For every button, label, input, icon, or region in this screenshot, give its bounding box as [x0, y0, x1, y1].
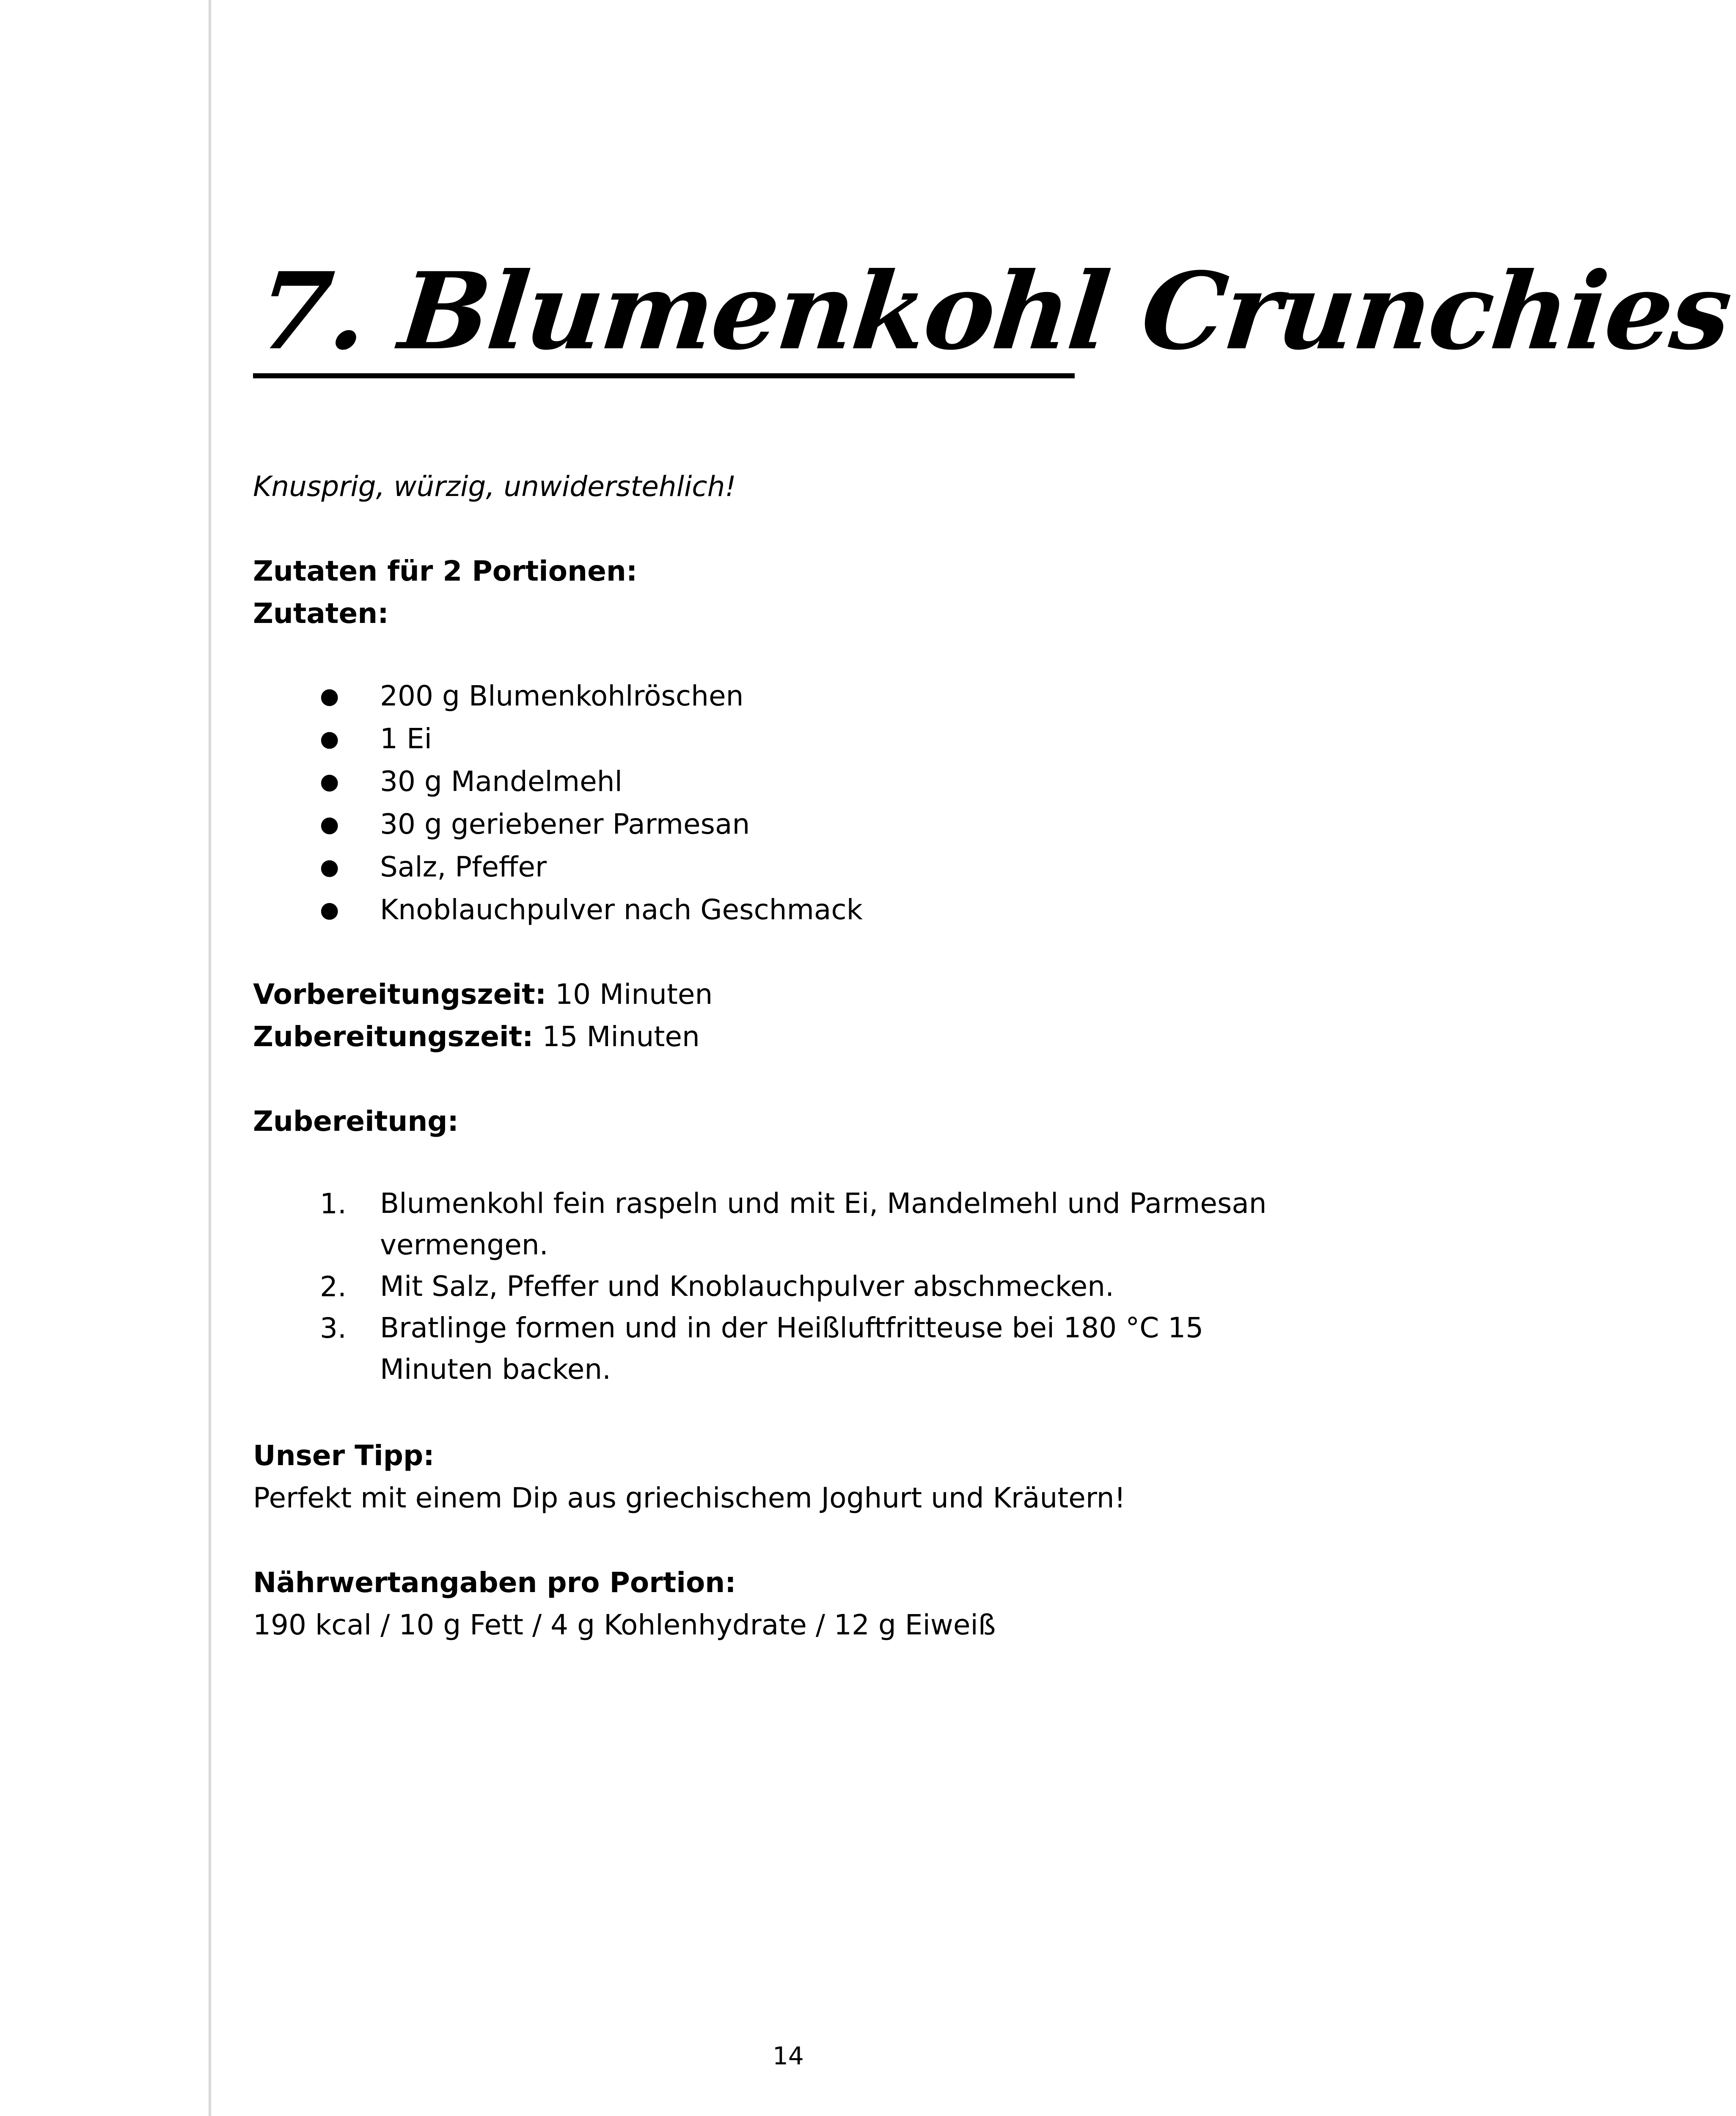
- cook-time-line: [253, 1016, 700, 1058]
- prep-time-line: [253, 973, 713, 1016]
- step-number: 1.: [320, 1187, 347, 1220]
- ingredient-text: 30 g geriebener Parmesan: [380, 808, 750, 840]
- ingredient-text: 200 g Blumenkohlröschen: [380, 680, 744, 712]
- cook-time-value: 15 Minuten: [542, 1020, 700, 1053]
- step-text: Mit Salz, Pfeffer und Knoblauchpulver abschmecken.: [380, 1270, 1114, 1303]
- bullet-icon: ●: [320, 683, 339, 709]
- step-text: Bratlinge formen und in der Heißluftfritteuse bei 180 °C 15 Minuten backen.: [380, 1311, 1204, 1386]
- bullet-icon: ●: [320, 897, 339, 923]
- ingredient-text: Knoblauchpulver nach Geschmack: [380, 893, 863, 926]
- bullet-icon: ●: [320, 812, 339, 837]
- prep-time-value: 10 Minuten: [555, 978, 713, 1011]
- page-number: 14: [773, 2042, 804, 2070]
- cook-time-label: Zubereitungszeit:: [253, 1020, 534, 1053]
- tip-text: Perfekt mit einem Dip aus griechischem Joghurt und Kräutern!: [253, 1482, 1126, 1514]
- nutrition-text: 190 kcal / 10 g Fett / 4 g Kohlenhydrate / 12 g Eiweiß: [253, 1609, 996, 1641]
- bullet-icon: ●: [320, 726, 339, 752]
- ingredient-text: 1 Ei: [380, 722, 432, 755]
- steps-heading: Zubereitung:: [253, 1105, 459, 1138]
- prep-time-label: Vorbereitungszeit:: [253, 978, 547, 1011]
- ingredients-subheading: Zutaten:: [253, 597, 389, 630]
- ingredients-heading: Zutaten für 2 Portionen:: [253, 555, 638, 587]
- tip-heading: Unser Tipp:: [253, 1439, 435, 1472]
- recipe-title: 7. Blumenkohl Crunchies: [252, 249, 1736, 373]
- title-underline: [253, 373, 1075, 378]
- step-text: Blumenkohl fein raspeln und mit Ei, Mandelmehl und Parmesan vermengen.: [380, 1187, 1267, 1261]
- step-number: 2.: [320, 1270, 347, 1303]
- page-edge-line: [209, 0, 211, 2116]
- bullet-icon: ●: [320, 854, 339, 880]
- ingredient-text: 30 g Mandelmehl: [380, 765, 622, 798]
- recipe-subtitle: Knusprig, würzig, unwiderstehlich!: [253, 470, 736, 503]
- step-number: 3.: [320, 1312, 347, 1345]
- nutrition-heading: Nährwertangaben pro Portion:: [253, 1566, 736, 1599]
- bullet-icon: ●: [320, 769, 339, 794]
- ingredient-text: Salz, Pfeffer: [380, 851, 547, 883]
